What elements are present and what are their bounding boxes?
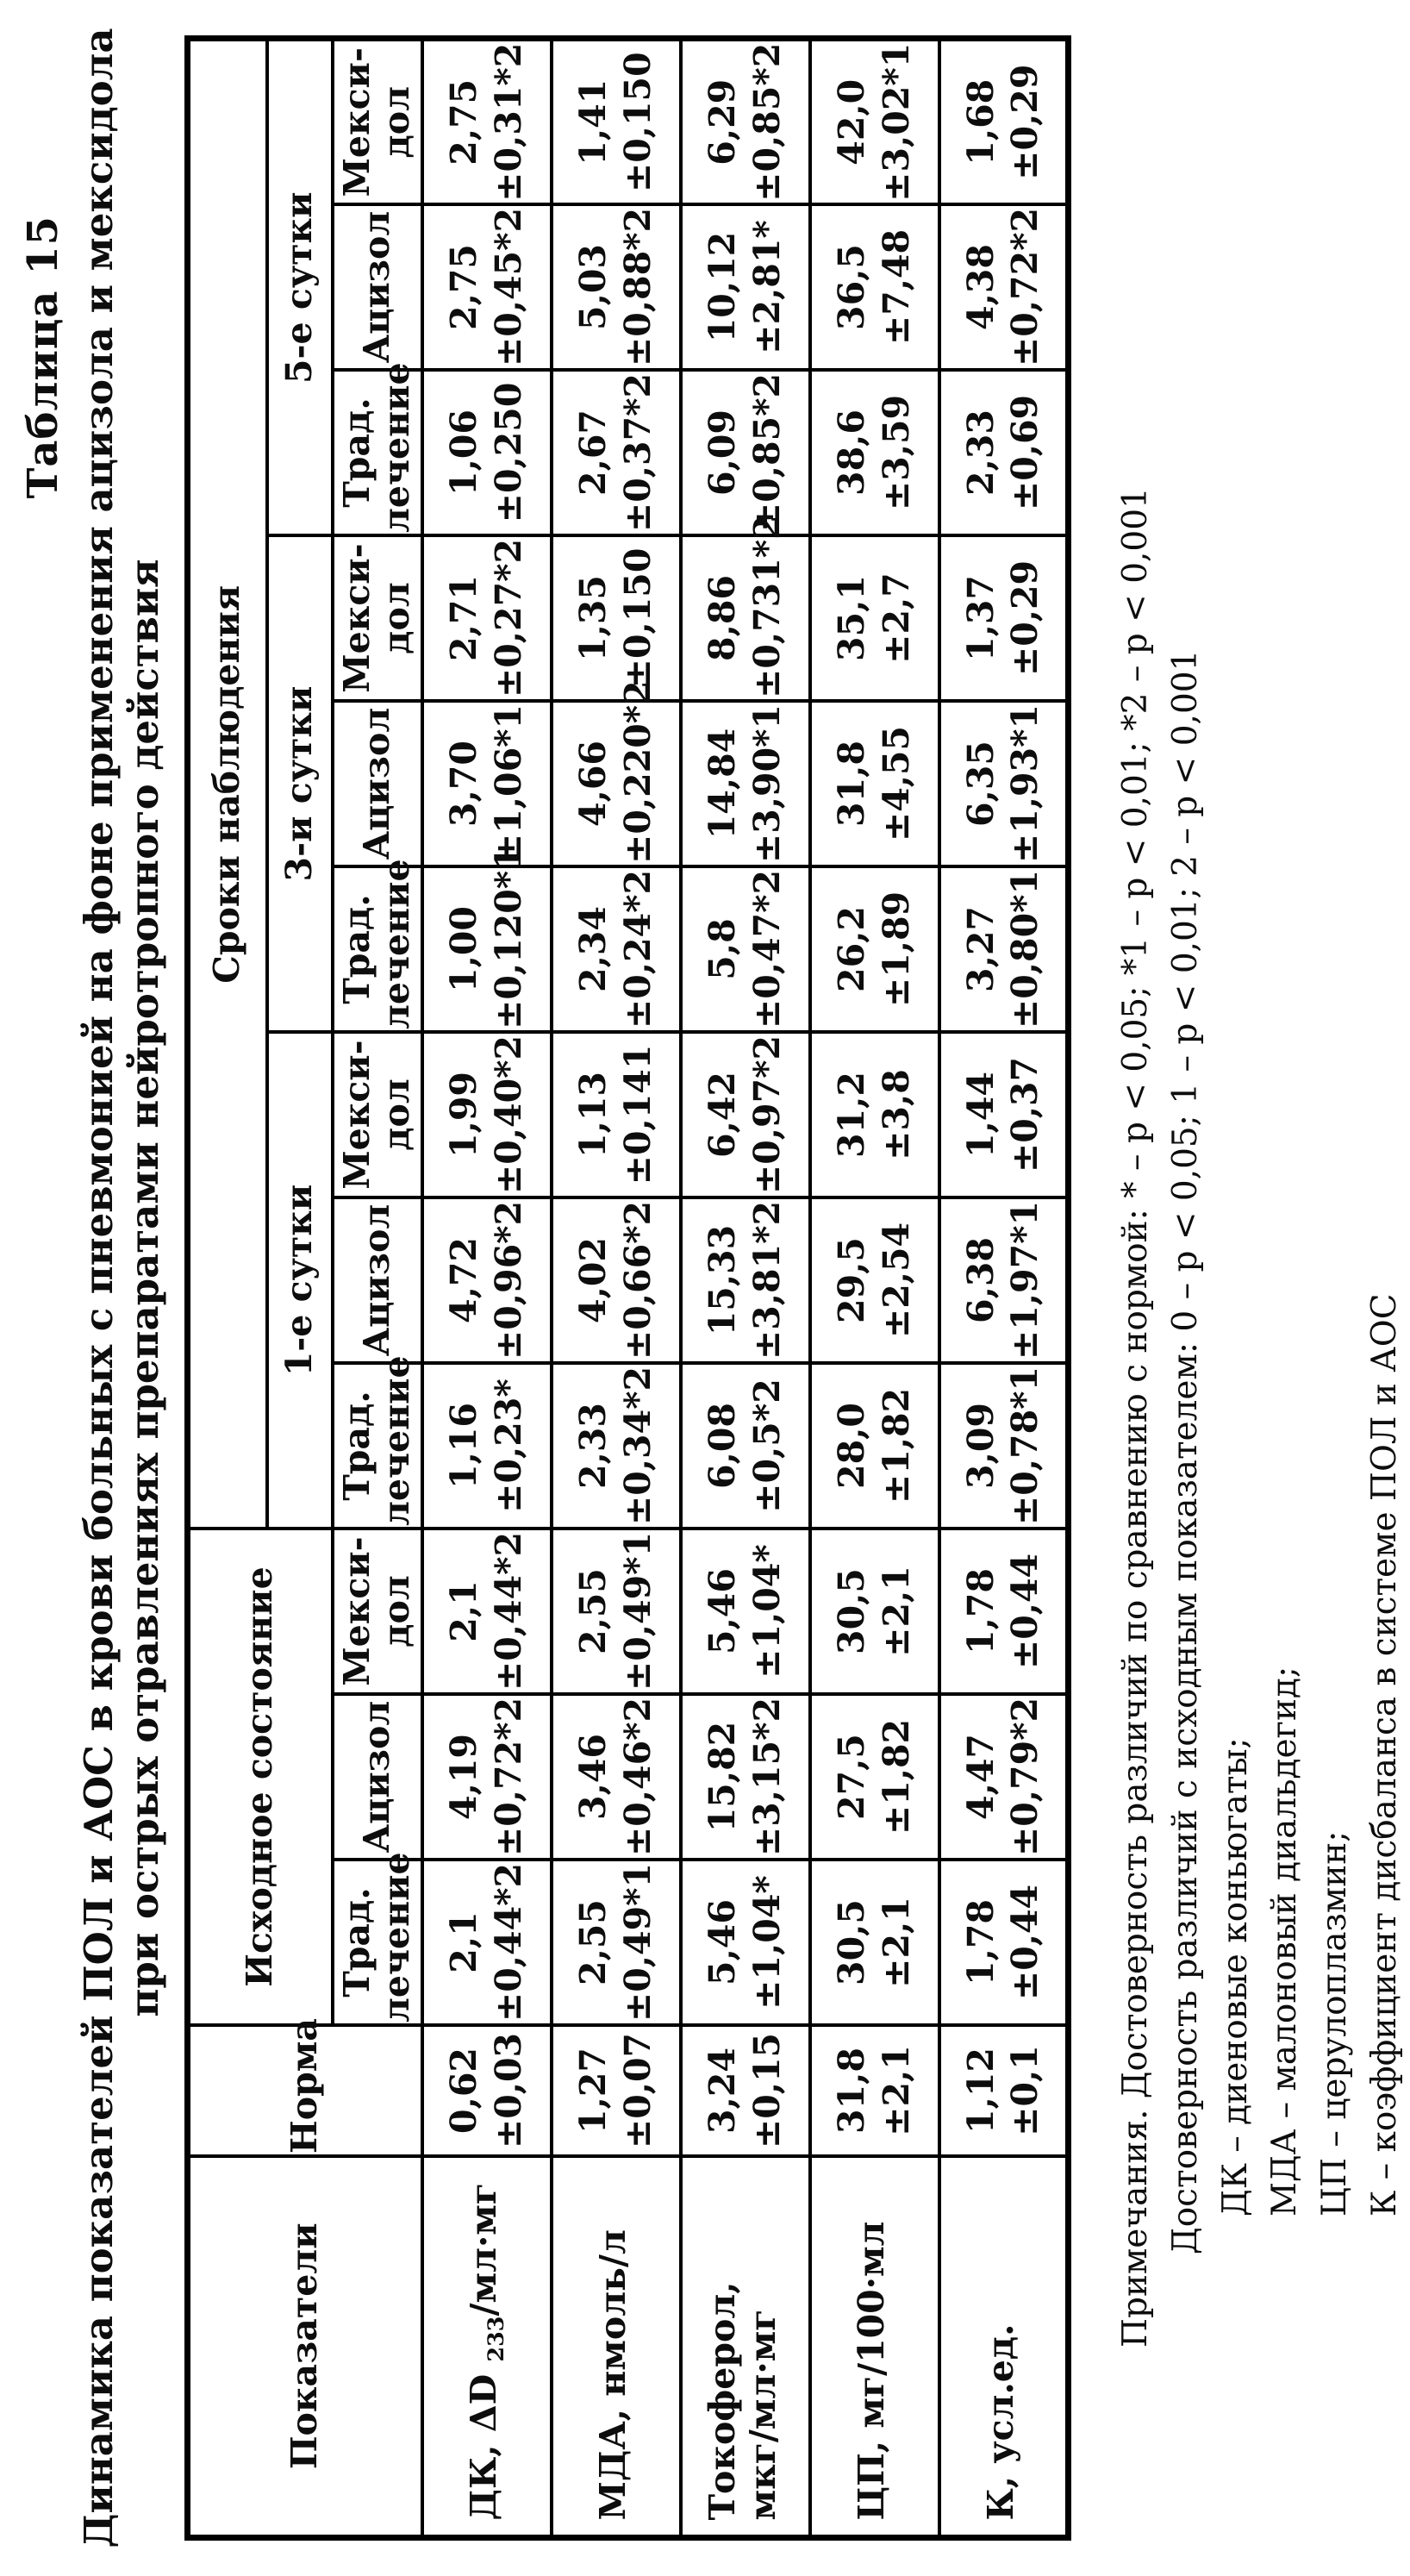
data-cell: 4,72 ±0,96*2 [422,1197,552,1363]
footnote-line: Достоверность различий с исходным показателем: 0 – p < 0,05; 1 – p < 0,01; 2 – p < 0,001 [1165,649,1205,2254]
corner-header: Показатели [188,2156,422,2537]
data-cell: 1,78 ±0,44 [939,1860,1069,2025]
table-label: Таблица 15 [19,216,67,499]
treatment-header: Трад. лечение [333,370,422,535]
data-cell: 1,37 ±0,29 [939,535,1069,701]
data-cell: 31,2 ±3,8 [810,1032,939,1197]
data-cell: 4,19 ±0,72*2 [422,1694,552,1860]
data-cell: 3,70 ±1,06*1 [422,701,552,866]
data-table [184,35,1071,2540]
data-cell: 27,5 ±1,82 [810,1694,939,1860]
data-cell: 2,33 ±0,69 [939,370,1069,535]
data-cell: 15,33 ±3,81*2 [681,1197,810,1363]
treatment-header: Мекси- дол [333,1032,422,1197]
data-cell: 6,29 ±0,85*2 [681,39,810,204]
data-cell: 1,99 ±0,40*2 [422,1032,552,1197]
data-cell: 42,0 ±3,02*1 [810,39,939,204]
data-cell: 30,5 ±2,1 [810,1529,939,1694]
data-cell: 1,78 ±0,44 [939,1529,1069,1694]
data-cell: 2,1 ±0,44*2 [422,1529,552,1694]
data-cell: 1,00 ±0,120*1 [422,866,552,1032]
data-cell: 1,27 ±0,07 [552,2025,681,2156]
data-cell: 28,0 ±1,82 [810,1363,939,1529]
footnote-line: Примечания. Достоверность различий по сравнению с нормой: * – p < 0,05; *1 – p < 0,01; *2 – p < 0,001 [1116,487,1156,2348]
footnote-line: МДА – малоновый диальдегид; [1265,1666,1305,2216]
treatment-header: Ацизол [333,701,422,866]
data-cell: 2,75 ±0,45*2 [422,204,552,370]
data-cell: 5,03 ±0,88*2 [552,204,681,370]
table-row-dk [422,39,552,2537]
treatment-header: Ацизол [333,1197,422,1363]
data-cell: 1,68 ±0,29 [939,39,1069,204]
data-cell: 6,42 ±0,97*2 [681,1032,810,1197]
data-cell: 30,5 ±2,1 [810,1860,939,2025]
data-cell: 5,46 ±1,04* [681,1860,810,2025]
subgroup-header-day5: 5-е сутки [267,39,333,535]
data-cell: 15,82 ±3,15*2 [681,1694,810,1860]
data-cell: 3,24 ±0,15 [681,2025,810,2156]
data-cell: 3,46 ±0,46*2 [552,1694,681,1860]
data-cell: 5,46 ±1,04* [681,1529,810,1694]
data-cell: 4,38 ±0,72*2 [939,204,1069,370]
data-cell: 2,1 ±0,44*2 [422,1860,552,2025]
data-cell: 1,41 ±0,150 [552,39,681,204]
table-row-cp [810,39,939,2537]
table-row-k [939,39,1069,2537]
data-cell: 0,62 ±0,03 [422,2025,552,2156]
data-cell: 14,84 ±3,90*1 [681,701,810,866]
data-cell: 5,8 ±0,47*2 [681,866,810,1032]
title-line-2: при острых отравлениях препаратами нейротропного действия [122,559,168,2017]
treatment-header: Мекси- дол [333,1529,422,1694]
row-label: Токоферол, мкг/мл·мг [681,2156,810,2537]
row-label: ЦП, мг/100·мл [810,2156,939,2537]
subgroup-header-day3: 3-и сутки [267,535,333,1032]
data-cell: 4,02 ±0,66*2 [552,1197,681,1363]
row-label: К, усл.ед. [939,2156,1069,2537]
treatment-header: Ацизол [333,204,422,370]
data-cell: 6,09 ±0,85*2 [681,370,810,535]
data-cell: 29,5 ±2,54 [810,1197,939,1363]
footnotes [1111,0,1409,2348]
data-cell: 6,38 ±1,97*1 [939,1197,1069,1363]
treatment-header: Мекси- дол [333,39,422,204]
data-cell: 2,75 ±0,31*2 [422,39,552,204]
data-cell: 1,12 ±0,1 [939,2025,1069,2156]
data-cell: 6,35 ±1,93*1 [939,701,1069,866]
treatment-header: Трад. лечение [333,1860,422,2025]
data-cell: 1,06 ±0,250 [422,370,552,535]
data-cell: 36,5 ±7,48 [810,204,939,370]
data-cell: 2,55 ±0,49*1 [552,1860,681,2025]
table-row-tocopherol [681,39,810,2537]
data-cell: 2,34 ±0,24*2 [552,866,681,1032]
data-cell: 10,12 ±2,81* [681,204,810,370]
data-cell: 26,2 ±1,89 [810,866,939,1032]
title-line-1: Динамика показателей ПОЛ и АОС в крови больных с пневмонией на фоне применения ацизола и мексидола [76,28,122,2548]
data-cell: 1,16 ±0,23* [422,1363,552,1529]
data-cell: 31,8 ±4,55 [810,701,939,866]
data-cell: 3,27 ±0,80*1 [939,866,1069,1032]
treatment-header: Мекси- дол [333,535,422,701]
subgroup-header-day1: 1-е сутки [267,1032,333,1529]
group-header-initial: Исходное состояние [188,1529,333,2025]
data-cell: 4,66 ±0,220*2 [552,701,681,866]
data-cell: 8,86 ±0,731*2 [681,535,810,701]
data-cell: 4,47 ±0,79*2 [939,1694,1069,1860]
treatment-header: Трад. лечение [333,866,422,1032]
norma-header: Норма [188,2025,422,2156]
data-cell: 2,67 ±0,37*2 [552,370,681,535]
data-cell: 2,55 ±0,49*1 [552,1529,681,1694]
data-cell: 38,6 ±3,59 [810,370,939,535]
data-cell: 2,33 ±0,34*2 [552,1363,681,1529]
page-title [76,0,167,2576]
footnote-line: ЦП – церулоплазмин; [1315,1830,1355,2216]
data-cell: 31,8 ±2,1 [810,2025,939,2156]
treatment-header: Трад. лечение [333,1363,422,1529]
data-cell: 6,08 ±0,5*2 [681,1363,810,1529]
group-header-observation: Сроки наблюдения [188,39,267,1529]
data-cell: 2,71 ±0,27*2 [422,535,552,701]
table-row-mda [552,39,681,2537]
row-label: ДК, ΔD $_{233}$/мл·мг [422,2156,552,2537]
footnote-line: ДК – диеновые коньюгаты; [1215,1737,1255,2216]
row-label: МДА, нмоль/л [552,2156,681,2537]
data-cell: 1,35 ±0,150 [552,535,681,701]
data-cell: 1,44 ±0,37 [939,1032,1069,1197]
data-cell: 3,09 ±0,78*1 [939,1363,1069,1529]
data-cell: 1,13 ±0,141 [552,1032,681,1197]
treatment-header: Ацизол [333,1694,422,1860]
footnote-line: К – коэффициент дисбаланса в системе ПОЛ и АОС [1364,1293,1404,2216]
data-cell: 35,1 ±2,7 [810,535,939,701]
